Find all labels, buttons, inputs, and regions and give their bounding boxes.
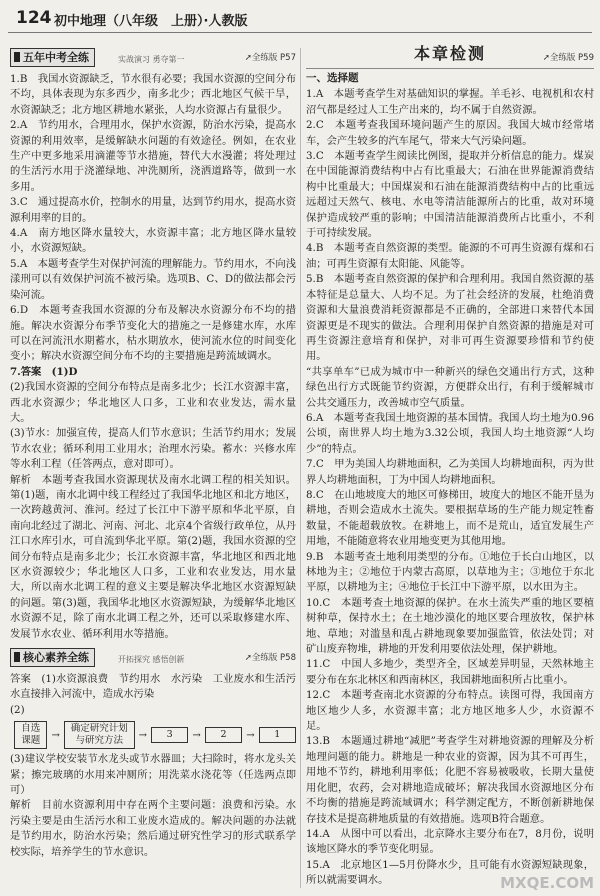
answer-paragraph: 1.B 我国水资源缺乏，节水很有必要；我国水资源的空间分布不均，具体表现为东多西少，南多北少；西北地区气候干旱，水资源缺乏；北方地区耕地水紧张，人均水资源占有量很少。 bbox=[10, 73, 296, 116]
answer-paragraph: 解析 本题考查我国水资源现状及南水北调工程的相关知识。第(1)题，南水北调中线工程经过了我国华北地区和北方地区，一次跨越黄河、淮河。经过了长江中下游平原和华北平原，自南向北经过了湖北、河南、河北、北京4个省级行政单位，从丹江口水库引水，可自流到华北平原。第(2)题，我国水资源的空间分布特点是南多北少；长江水资源丰富，华北地区和西北地区水资源较少；华北地区人口多，工业和农业发达，用水量大，所以南水北调工程的意义主要是解决华北地区水资源短缺的问题。第(3)题，我国华北地区水资源短缺，为缓解华北地区水资源不足，除了南水北调工程之外，还可以采取修建水库、发展节水农业、循环利用水等措施。 bbox=[10, 473, 296, 640]
reference-label: 全练版 P58 bbox=[251, 653, 296, 664]
flow-step: 自选课题 bbox=[14, 721, 47, 749]
section-title: 核心素养全练 bbox=[23, 651, 89, 665]
answer-paragraph: 13.B 本题通过耕地“减肥”考查学生对耕地资源的理解及分析地理问题的能力。耕地是一种农业的资源，因为其不可再生，用地不节约，耕地利用率低；化肥不容易被吸收，长期大量使用化肥，农药，会对耕地造成破坏；解决我国水资源地区分布不均衡的措施是跨流域调水；科学测定配方，不断创新耕地保存技术是提高耕地质量的有效措施。选项B符合题意。 bbox=[306, 735, 594, 825]
header-rule bbox=[8, 32, 592, 33]
answer-paragraph: 解析 目前水资源利用中存在两个主要问题：浪费和污染。水污染主要是由生活污水和工业废水造成的。解决问题的办法就是节约用水，防治水污染；然后通过研究性学习的形式联系学校实际，培养学生的节水意识。 bbox=[10, 799, 296, 858]
flow-step: 确定研究计划与研究方法 bbox=[64, 721, 135, 749]
answer-paragraph: 3.C 通过提高水价，控制水的用量，达到节约用水，提高水资源利用率的目的。 bbox=[10, 196, 296, 224]
section-tag-core bbox=[10, 648, 95, 667]
arrow-icon: ➚ bbox=[244, 653, 252, 664]
answer-paragraph: 3.C 本题考查学生阅读比例图，提取并分析信息的能力。煤炭在中国能源消费结构中占有比重最大；石油在世界能源消费结构中比重最大；中国煤炭和石油在能源消费结构中占的比重远远超过天然气、核电、水电等清洁能源所占的比重，故对环境保护造成较严重的影响；中国清洁能源消费所占比重小，不利于可持续发展。 bbox=[306, 150, 594, 240]
column-divider bbox=[300, 48, 301, 888]
section-bar-exam bbox=[10, 48, 296, 66]
answer-paragraph: 12.C 本题考查南北水资源的分布特点。读图可得，我国南方地区地少人多，水资源丰富；北方地区地多人少，水资源不足。 bbox=[306, 689, 594, 733]
arrow-right-icon: → bbox=[138, 729, 147, 741]
flow-step: 3 bbox=[151, 727, 188, 743]
flow-diagram bbox=[14, 721, 296, 749]
arrow-icon: ➚ bbox=[244, 53, 252, 63]
section-reference bbox=[245, 51, 296, 66]
chapter-header bbox=[306, 46, 594, 69]
section-subtitle: 实战演习 勇夺第一 bbox=[118, 55, 185, 64]
arrow-right-icon: → bbox=[246, 729, 255, 741]
arrow-right-icon: → bbox=[51, 729, 60, 741]
section-reference bbox=[543, 51, 594, 66]
answer-paragraph: 10.C 本题考查土地资源的保护。在水土流失严重的地区要植树种草，保持水土；在土地沙漠化的地区要合理放牧，保护林地、草地；对滥垦和乱占耕地现象要加强监管，依法处罚；对矿山废弃物堆，耕地的开发利用要依法处理，保护耕地。 bbox=[306, 596, 594, 656]
answer-paragraph: (2)我国水资源的空间分布特点是南多北少；长江水资源丰富，西北水资源少；华北地区人口多，工业和农业发达，需水量大。 bbox=[10, 381, 296, 424]
left-column bbox=[10, 48, 296, 860]
answer-paragraph: 6.D 本题考查我国水资源的分布及解决水资源分布不均的措施。解决水资源分布季节变化大的措施之一是修建水库，水库可以在河流汛水期蓄水，枯水期放水，使河流水位的时间变化变小；解决水资源空间分布不均的主要措施是跨流域调水。 bbox=[10, 304, 296, 363]
answer-paragraph: (3)建议学校安装节水龙头或节水器皿；大扫除时，将水龙头关紧；擦完玻璃的水用来冲厕所；用洗菜水浇花等（任选两点即可） bbox=[10, 753, 296, 797]
right-column bbox=[306, 44, 594, 889]
answer-paragraph: (2) bbox=[10, 703, 25, 716]
answer-paragraph: 7.答案 (1)D bbox=[10, 365, 78, 378]
answer-paragraph: 6.A 本题考查我国土地资源的基本国情。我国人均土地为0.96公顷，南世界人均土地为3.32公顷，我国人均土地资源“人均少”的特点。 bbox=[306, 411, 594, 455]
answer-paragraph: 2.C 本题考查我国环境问题产生的原因。我国大城市经常堵车，会产生较多的汽车尾气，带来大气污染问题。 bbox=[306, 119, 594, 147]
section-subtitle: 开拓探究 感悟创新 bbox=[118, 655, 185, 665]
answer-paragraph: 7.C 甲为美国人均耕地面积，乙为美国人均耕地面积，丙为世界人均耕地面积，丁为中国人均耕地面积。 bbox=[306, 458, 594, 486]
answer-paragraph: (3)节水：加强宣传，提高人们节水意识；生活节约用水；发展节水农业；循环利用工业用水；治理水污染。蓄水：兴修水库等水利工程（任答两点，意对即可）。 bbox=[10, 427, 296, 471]
answer-paragraph: 15.A 北京地区1—5月份降水少，且可能有水资源短缺现象，所以就需要调水。 bbox=[306, 858, 594, 887]
arrow-right-icon: → bbox=[192, 729, 201, 741]
answer-paragraph: 4.A 南方地区降水量较大，水资源丰富；北方地区降水量较小，水资源短缺。 bbox=[10, 227, 296, 255]
answer-paragraph: 11.C 中国人多地少，类型齐全，区域差异明显，天然林地主要分布在东北林区和西南林区，我国耕地面积所占比重小。 bbox=[306, 658, 594, 686]
section-reference bbox=[245, 651, 296, 666]
watermark: MXQE.COM bbox=[500, 874, 594, 892]
answer-paragraph: 1.A 本题考查学生对基础知识的掌握。羊毛衫、电视机和农村沼气都是经过人工生产出来的，均不属于自然资源。 bbox=[306, 88, 594, 116]
book-title: 初中地理（八年级 上册）·人教版 bbox=[54, 14, 248, 29]
answer-paragraph: 2.A 节约用水，合理用水，保护水资源，防治水污染，提高水资源的利用效率，是缓解缺水问题的有效途径。例如，在农业生产中更多地采用滴灌等节水措施，替代大水漫灌；将处理过的生活污水用于浇灌绿地、冲洗厕所，浇洒道路等，做到一水多用。 bbox=[10, 119, 296, 193]
answer-paragraph: 8.C 在山地坡度大的地区可修梯田，坡度大的地区不能开垦为耕地，否则会造成水土流失。要根据草场的生产能力规定牲畜数量，不能超载放牧。在耕地上，而不是荒山，适宜发展生产用地，不能随意将农业用地变更为其他用地。 bbox=[306, 488, 594, 548]
answer-paragraph: 5.A 本题考查学生对保护河流的理解能力。节约用水，不向浅漾刑可以有效保护河流不被污染。选项B、C、D的做法都会污染河流。 bbox=[10, 257, 296, 301]
page-header bbox=[8, 6, 592, 32]
section-marker-icon bbox=[14, 52, 20, 62]
answer-paragraph: 答案 (1)水资源浪费 节约用水 水污染 工业废水和生活污水直接排入河流中，造成水污染 bbox=[10, 673, 296, 701]
section-tag-exam bbox=[10, 48, 95, 67]
flow-step: 1 bbox=[259, 727, 296, 743]
page-number: 124 bbox=[16, 8, 52, 28]
arrow-icon: ➚ bbox=[542, 53, 550, 63]
flow-step: 2 bbox=[205, 727, 242, 743]
section-bar-core bbox=[10, 648, 296, 666]
reference-label: 全练版 P59 bbox=[549, 53, 594, 63]
answer-paragraph: 14.A 从图中可以看出，北京降水主要分布在7，8月份，说明该地区降水的季节变化明显。 bbox=[306, 827, 594, 856]
answer-paragraph: “共享单车”已成为城市中一种新兴的绿色交通出行方式，这种绿色出行方式既能节约资源，方便群众出行，有利于缓解城市公共交通压力，改善城市空气质量。 bbox=[306, 365, 594, 409]
section-title: 五年中考全练 bbox=[23, 51, 89, 64]
reference-label: 全练版 P57 bbox=[251, 53, 296, 63]
answer-paragraph: 5.B 本题考查自然资源的保护和合理利用。我国自然资源的基本特征是总量大、人均不足。为了社会经济的发展，杜绝消费资源和大量浪费消耗资源都是不正确的，全部进口来替代本国资源更是不现实的做法。合理利用保护自然资源的措施是对可再生资源注意培育和保护，对非可再生资源要珍惜和节约使用。 bbox=[306, 273, 594, 363]
chapter-title: 本章检测 bbox=[413, 44, 486, 63]
subsection-heading: 一、选择题 bbox=[306, 72, 359, 84]
answer-paragraph: 4.B 本题考查自然资源的类型。能源的不可再生资源有煤和石油；可再生资源有太阳能、风能等。 bbox=[306, 242, 594, 270]
section-marker-icon bbox=[14, 652, 20, 662]
answer-paragraph: 9.B 本题考查土地利用类型的分布。①地位于长白山地区，以林地为主；②地位于内蒙古高原，以草地为主；③地位于东北平原，以耕地为主；④地位于长江中下游平原，以水田为主。 bbox=[306, 550, 594, 594]
